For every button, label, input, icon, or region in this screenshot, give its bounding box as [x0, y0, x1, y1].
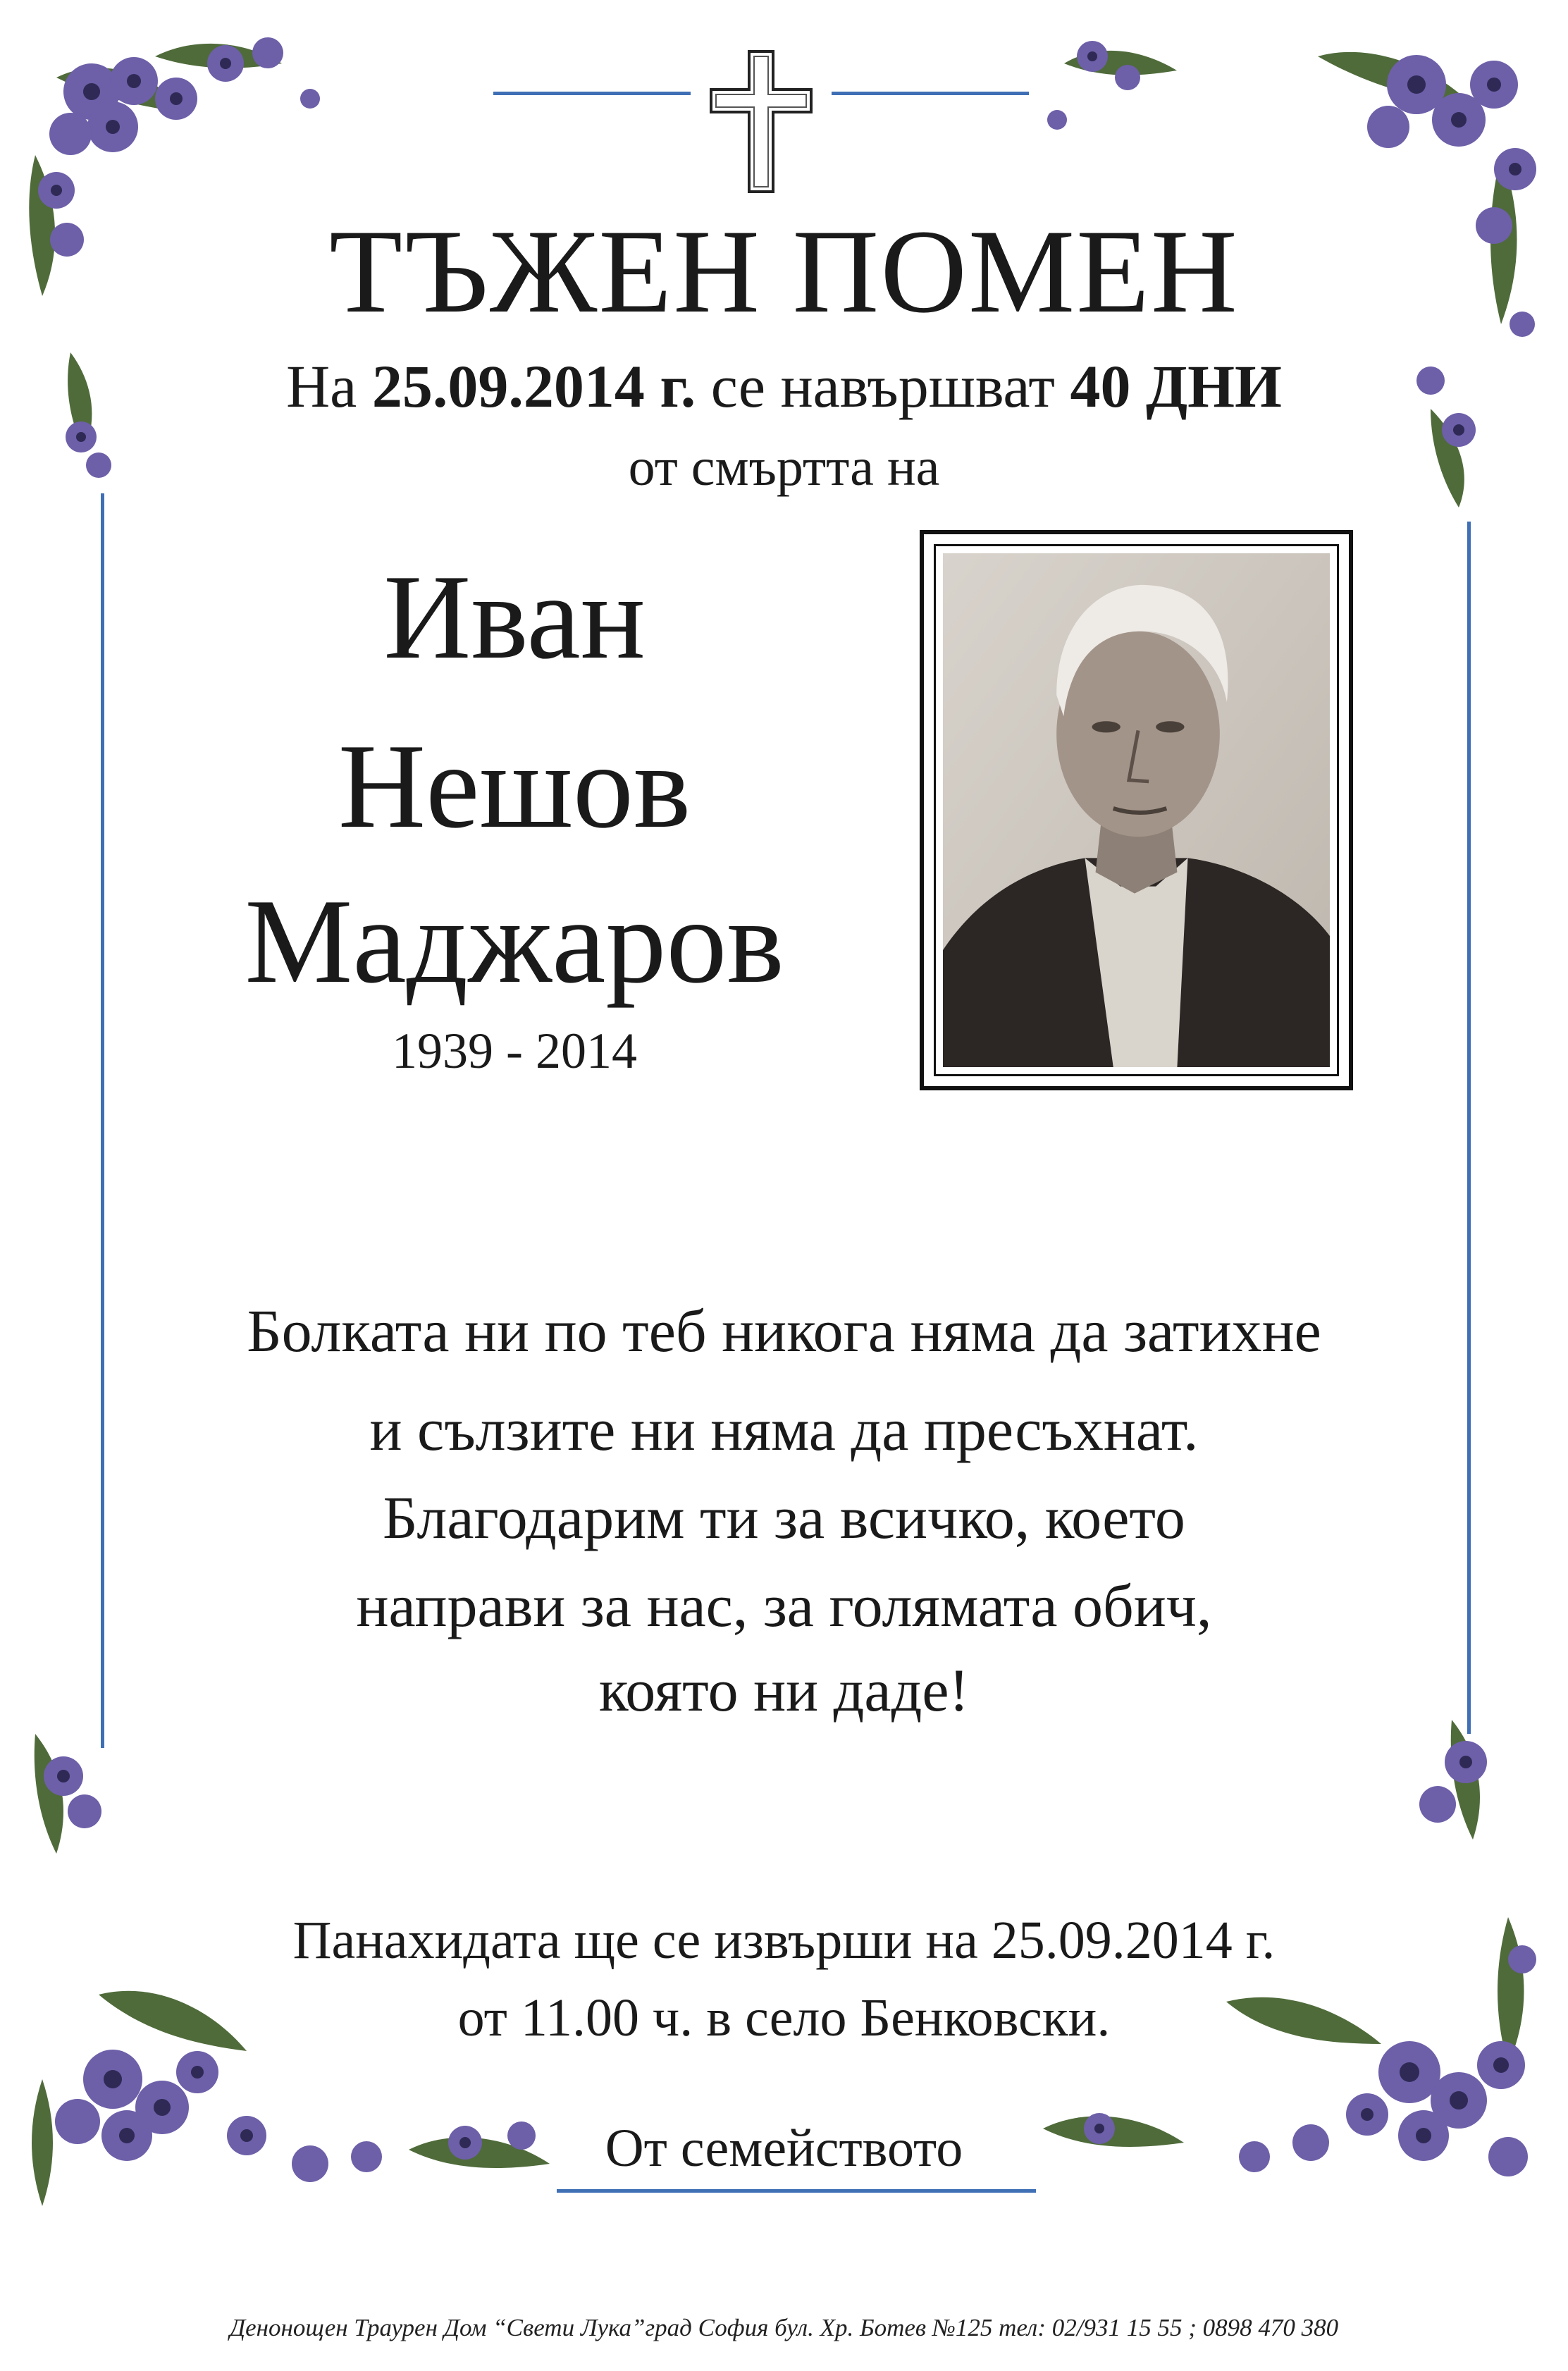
- service-info-line: от 11.00 ч. в село Бенковски.: [457, 1988, 1111, 2047]
- verse-line: Болката ни по теб никога няма да затихне: [247, 1297, 1321, 1365]
- family-signature: От семейството: [605, 2119, 963, 2178]
- deceased-years: 1939 - 2014: [392, 1023, 637, 1079]
- portrait-photo: [943, 553, 1330, 1067]
- announcement-date: 25.09.2014 г.: [371, 352, 696, 420]
- frame-line-top-left: [493, 92, 691, 95]
- deceased-middle-name: Нешов: [338, 720, 691, 854]
- announcement-middle: се навършват: [710, 352, 1055, 420]
- funeral-home-footer: Денонощен Траурен Дом “Свети Лука”град София бул. Хр. Ботев №125 тел: 02/931 15 55 ; 0898 470 380: [229, 2314, 1339, 2341]
- portrait-frame: [920, 530, 1353, 1090]
- service-info-line: Панахидата ще се извърши на 25.09.2014 г.: [292, 1911, 1276, 1970]
- deceased-last-name: Маджаров: [245, 875, 784, 1009]
- announcement-prefix: На: [286, 352, 357, 420]
- verse-line: и сълзите ни няма да пресъхнат.: [369, 1396, 1199, 1463]
- frame-line-left: [101, 493, 104, 1748]
- verse-line: направи за нас, за голямата обич,: [356, 1572, 1212, 1639]
- verse-line: която ни даде!: [598, 1656, 970, 1724]
- announcement-subline: от смъртта на: [628, 438, 940, 497]
- frame-line-right: [1467, 522, 1471, 1734]
- page-title: ТЪЖЕН ПОМЕН: [329, 205, 1239, 338]
- verse-line: Благодарим ти за всичко, което: [383, 1484, 1185, 1551]
- cross-icon: [701, 46, 821, 197]
- announcement-period: 40 ДНИ: [1070, 352, 1282, 420]
- frame-line-top-right: [832, 92, 1029, 95]
- deceased-first-name: Иван: [383, 550, 646, 684]
- announcement-line: [0, 352, 1568, 420]
- frame-line-bottom: [557, 2189, 1036, 2193]
